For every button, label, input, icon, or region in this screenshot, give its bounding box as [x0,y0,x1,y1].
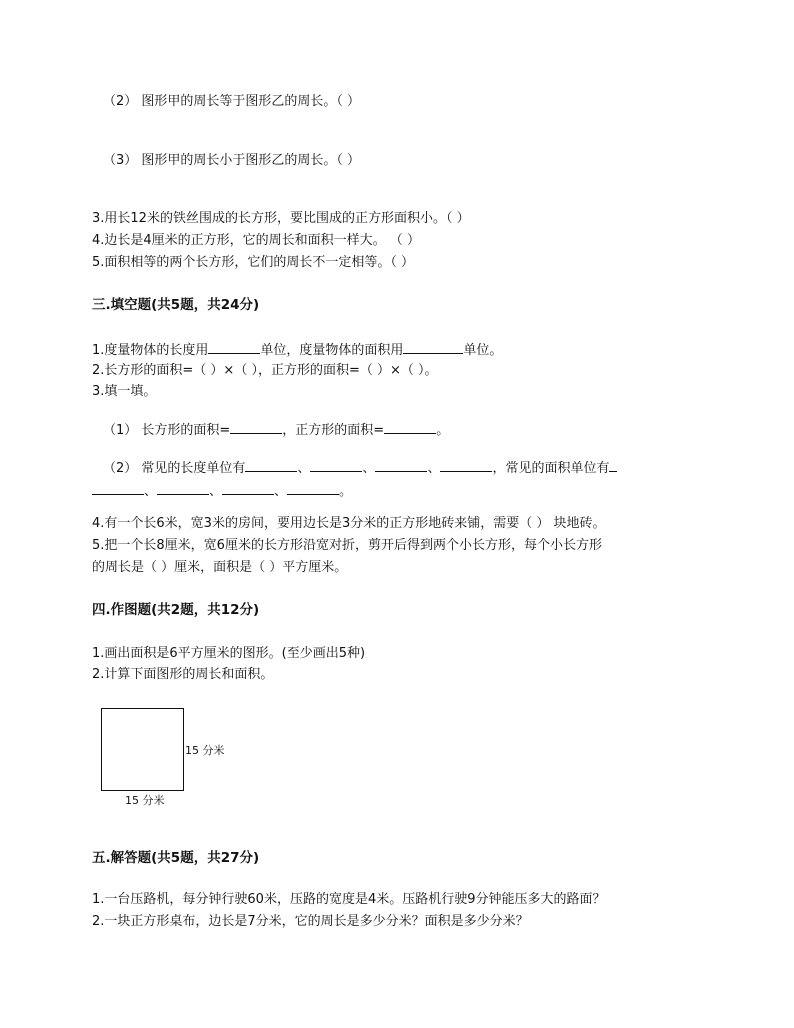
draw-question-1: 1.画出面积是6平方厘米的图形。(至少画出5种) [92,646,366,661]
fill-q3-1-text-c: 。 [436,423,450,438]
answer-blank[interactable] [208,340,260,354]
fill-q1-text-c: 单位。 [463,343,503,358]
fill-q3-1-text-a: （1） 长方形的面积= [103,423,231,438]
answer-blank[interactable] [403,340,463,354]
judge-item-2: （2） 图形甲的周长等于图形乙的周长。（ ） [103,94,361,109]
separator: 、 [274,484,288,499]
fill-q3-2-text-b: ，常见的面积单位有 [492,461,610,476]
separator: 、 [427,461,441,476]
answer-blank[interactable] [230,420,282,434]
draw-question-2: 2.计算下面图形的周长和面积。 [92,667,274,682]
square-side-label: 15 分米 [185,744,225,757]
judge-question-4: 4.边长是4厘米的正方形，它的周长和面积一样大。 （ ） [92,233,420,248]
section-heading-fill: 三.填空题(共5题，共24分) [92,297,260,313]
fill-q1-text-b: 单位，度量物体的面积用 [260,343,404,358]
fill-question-3-2-cont [92,481,352,501]
fill-q1-text-a: 1.度量物体的长度用 [92,343,209,358]
separator: 、 [297,461,311,476]
judge-item-3: （3） 图形甲的周长小于图形乙的周长。（ ） [103,153,361,168]
fill-question-4: 4.有一个长6米，宽3米的房间，要用边长是3分米的正方形地砖来铺，需要（ ） 块地砖。 [92,516,606,531]
fill-question-1 [92,340,502,360]
answer-blank[interactable] [245,458,297,472]
answer-blank[interactable] [375,458,427,472]
answer-blank[interactable] [157,481,209,495]
judge-question-5: 5.面积相等的两个长方形，它们的周长不一定相等。（ ） [92,255,415,270]
fill-question-5a: 5.把一个长8厘米，宽6厘米的长方形沿宽对折，剪开后得到两个小长方形，每个小长方形 [92,538,602,553]
answer-blank[interactable] [310,458,362,472]
square-figure [101,708,184,791]
fill-question-3-1 [103,420,449,440]
fill-q3-2-text-a: （2） 常见的长度单位有 [103,461,246,476]
separator: 、 [144,484,158,499]
judge-question-3: 3.用长12米的铁丝围成的长方形，要比围成的正方形面积小。（ ） [92,211,470,226]
fill-q3-2-end: 。 [339,484,353,499]
answer-blank[interactable] [609,458,617,472]
square-bottom-label: 15 分米 [125,794,165,807]
answer-question-2: 2.一块正方形桌布，边长是7分米，它的周长是多少分米？面积是多少分米？ [92,914,529,929]
separator: 、 [209,484,223,499]
section-heading-answer: 五.解答题(共5题，共27分) [92,850,260,866]
answer-question-1: 1.一台压路机，每分钟行驶60米，压路的宽度是4米。压路机行驶9分钟能压多大的路面？ [92,892,606,907]
answer-blank[interactable] [287,481,339,495]
answer-blank[interactable] [222,481,274,495]
fill-question-5b: 的周长是（ ）厘米，面积是（ ）平方厘米。 [92,560,348,575]
fill-q3-1-text-b: ，正方形的面积= [282,423,385,438]
fill-question-3: 3.填一填。 [92,384,157,399]
fill-question-3-2 [103,458,617,478]
answer-blank[interactable] [384,420,436,434]
separator: 、 [362,461,376,476]
fill-question-2: 2.长方形的面积=（ ）×（ ），正方形的面积=（ ）×（ ）。 [92,363,438,378]
section-heading-draw: 四.作图题(共2题，共12分) [92,602,260,618]
answer-blank[interactable] [440,458,492,472]
answer-blank[interactable] [92,481,144,495]
